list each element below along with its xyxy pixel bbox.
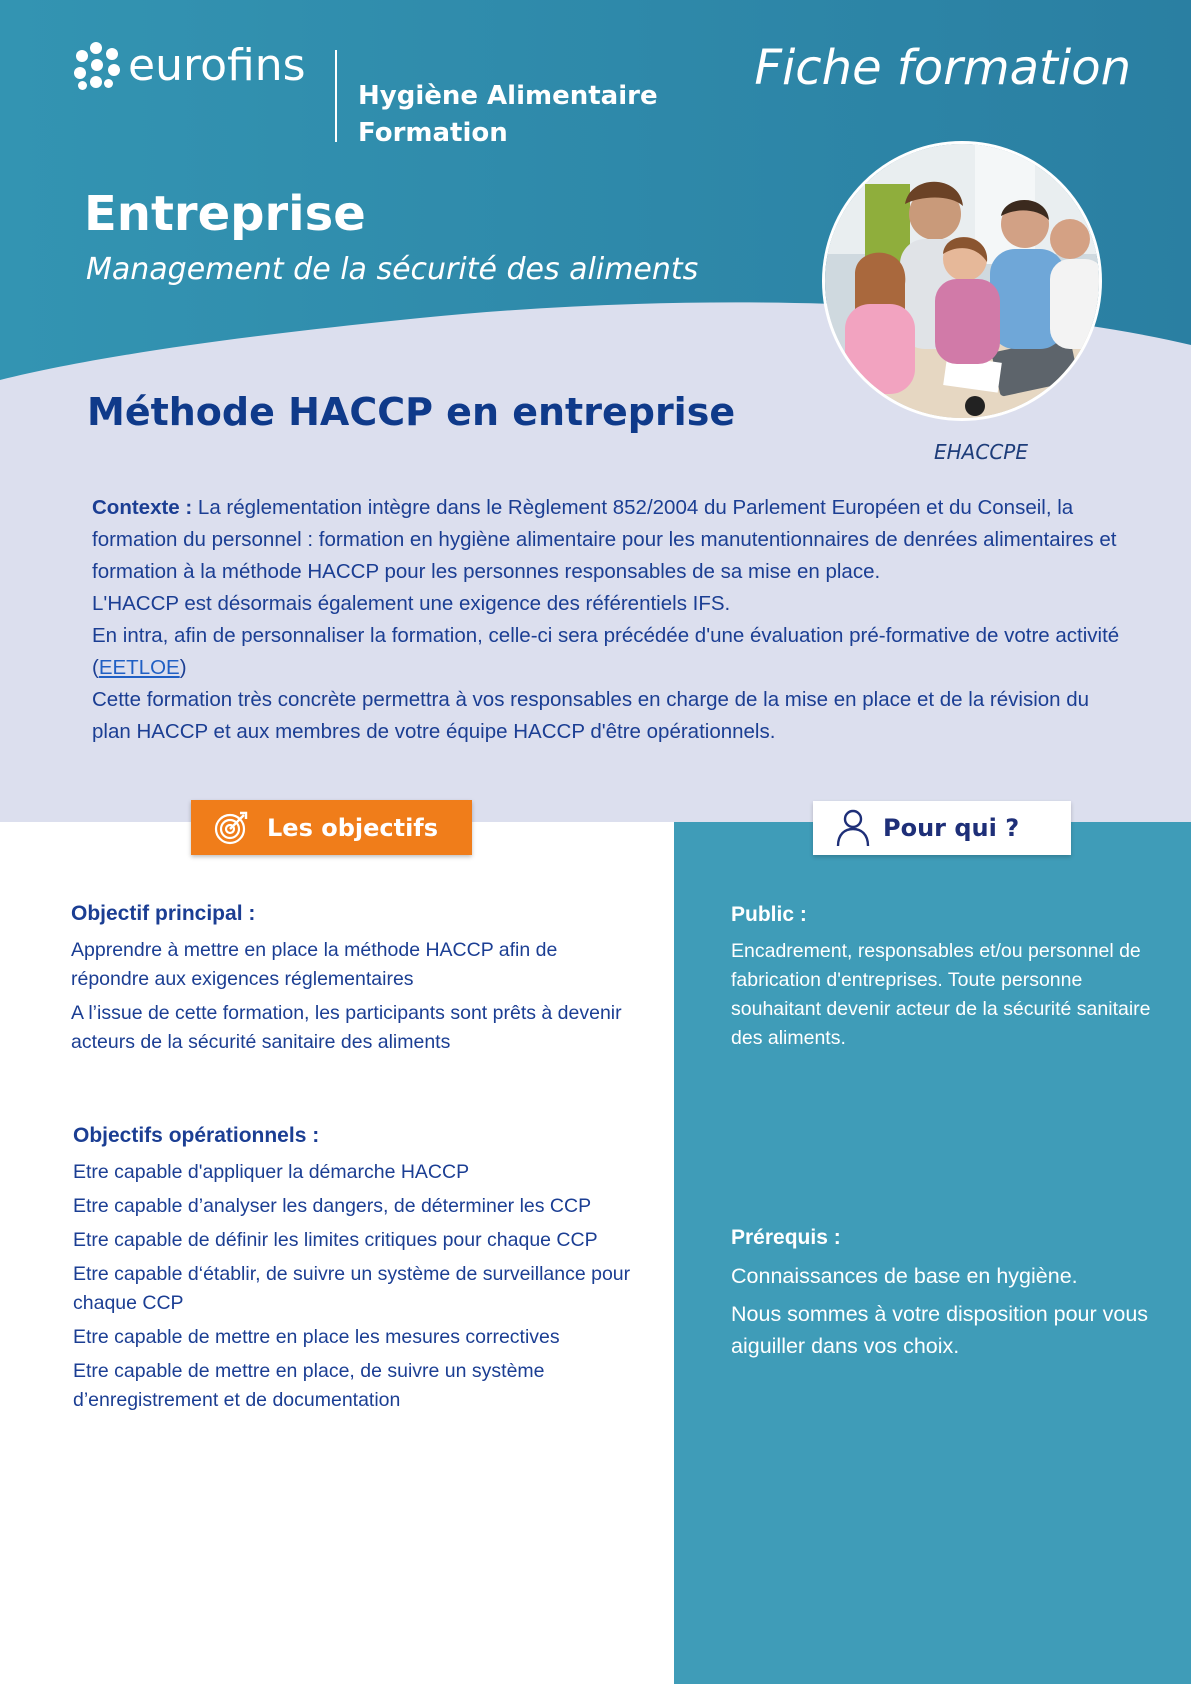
public-title: Public : <box>731 903 807 926</box>
course-code: EHACCPE <box>934 440 1028 464</box>
context-paragraph-4: Cette formation très concrète permettra à vos responsables en charge de la mise en place et de la révision du plan HACCP et aux membres de votre équipe HACCP d'être opérationnels. <box>92 688 1090 743</box>
public-section <box>731 903 1151 1053</box>
logo-divider <box>335 50 337 142</box>
context-paragraph-1 <box>92 492 1132 588</box>
category-heading: Entreprise <box>84 186 366 242</box>
prerequisites-text: Connaissances de base en hygiène. <box>731 1264 1078 1288</box>
operational-objectives-title: Objectifs opérationnels : <box>73 1124 320 1147</box>
eetloe-link[interactable]: EETLOE <box>98 656 180 679</box>
category-subheading: Management de la sécurité des aliments <box>86 252 699 287</box>
context-text-3a: En intra, afin de personnaliser la formation, celle-ci sera précédée d'une évaluation pré-formative de votre activité ( <box>92 624 1120 679</box>
eurofins-logo <box>72 42 306 90</box>
context-label: Contexte : <box>92 496 193 519</box>
objectives-tab[interactable] <box>191 800 472 855</box>
context-text-1: La réglementation intègre dans le Règlement 852/2004 du Parlement Européen et du Conseil, la formation du personnel : formation en hygiène alimentaire pour les manutentionnaires de denrées alimentaires et formation à la méthode HACCP pour les personnes responsables de sa mise en place. <box>92 496 1117 583</box>
context-paragraph-3 <box>92 620 1132 684</box>
context-text-3b: ) <box>179 656 187 679</box>
operational-objective-item: Etre capable d'appliquer la démarche HACCP <box>73 1161 470 1183</box>
main-objective-item: A l’issue de cette formation, les participants sont prêts à devenir acteurs de la sécurité sanitaire des aliments <box>71 1002 622 1053</box>
prerequisites-section <box>731 1226 1151 1368</box>
objectives-label: Les objectifs <box>267 813 439 842</box>
main-objective-title: Objectif principal : <box>71 902 256 925</box>
operational-objectives-section <box>73 1124 633 1420</box>
target-icon <box>213 810 249 846</box>
logo-subtitle-line1: Hygiène Alimentaire <box>358 81 658 111</box>
course-title: Méthode HACCP en entreprise <box>87 390 736 434</box>
eurofins-dots-icon <box>72 42 120 90</box>
group-meeting-photo <box>822 141 1102 421</box>
public-text: Encadrement, responsables et/ou personnel de fabrication d'entreprises. Toute personne souhaitant devenir acteur de la sécurité sanitaire des aliments. <box>731 940 1151 1049</box>
person-icon <box>835 808 871 848</box>
operational-objective-item: Etre capable d’analyser les dangers, de déterminer les CCP <box>73 1195 592 1217</box>
context-section <box>92 492 1132 748</box>
logo-subtitle <box>358 78 658 152</box>
document-type: Fiche formation <box>754 40 1131 96</box>
audience-tab[interactable] <box>813 801 1071 855</box>
logo-wordmark: eurofins <box>128 40 306 91</box>
logo-subtitle-line2: Formation <box>358 118 508 148</box>
operational-objective-item: Etre capable de mettre en place les mesures correctives <box>73 1326 560 1348</box>
operational-objective-item: Etre capable de mettre en place, de suivre un système d’enregistrement et de documentation <box>73 1360 545 1411</box>
main-objective-item: Apprendre à mettre en place la méthode HACCP afin de répondre aux exigences réglementaires <box>71 939 558 990</box>
contact-note: Nous sommes à votre disposition pour vous aiguiller dans vos choix. <box>731 1302 1149 1358</box>
operational-objective-item: Etre capable de définir les limites critiques pour chaque CCP <box>73 1229 598 1251</box>
prerequisites-title: Prérequis : <box>731 1226 841 1249</box>
operational-objective-item: Etre capable d‘établir, de suivre un système de surveillance pour chaque CCP <box>73 1263 631 1314</box>
main-objective-section <box>71 902 631 1062</box>
context-paragraph-2: L'HACCP est désormais également une exigence des référentiels IFS. <box>92 592 731 615</box>
audience-label: Pour qui ? <box>883 814 1020 842</box>
